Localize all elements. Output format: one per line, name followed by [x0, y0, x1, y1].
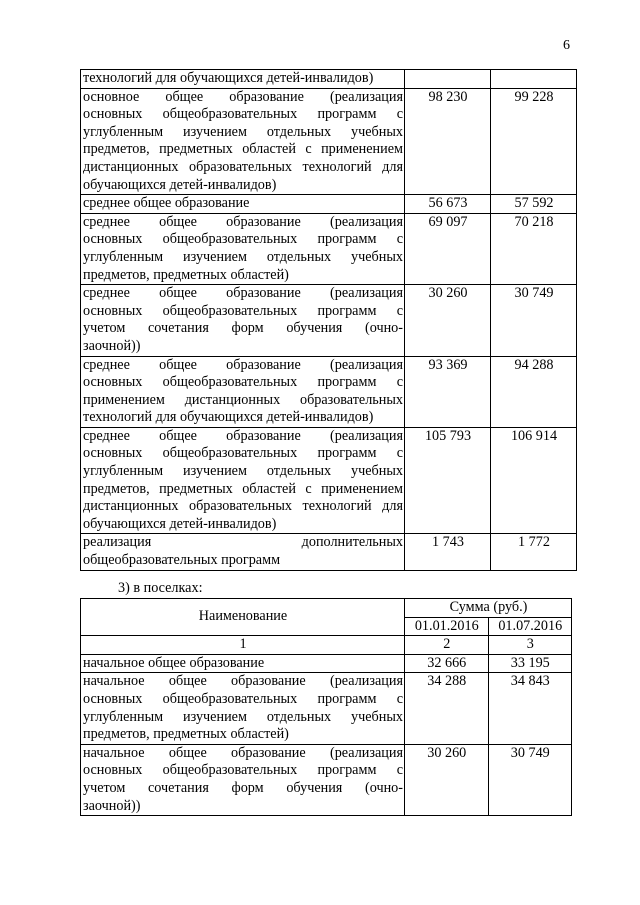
- row-name-line: обучающихся детей-инвалидов): [83, 176, 277, 193]
- column-header-name: Наименование: [81, 599, 405, 636]
- row-name-line: начальное общее образование (реализация: [83, 673, 403, 690]
- value-date-2: 1 772: [491, 534, 577, 570]
- value-date-2: 94 288: [491, 356, 577, 427]
- value-date-2: 30 749: [491, 285, 577, 356]
- rates-table-settlements: [80, 598, 572, 816]
- row-name-cell: [81, 285, 405, 356]
- table-row: [81, 195, 577, 214]
- value-date-2: 106 914: [491, 427, 577, 534]
- column-header-date-1: 01.01.2016: [405, 617, 489, 636]
- row-name-cell: [81, 88, 405, 195]
- table-row: [81, 534, 577, 570]
- value-date-2: 70 218: [491, 213, 577, 284]
- row-name-cell: [81, 534, 405, 570]
- row-name-line: реализация дополнительных: [83, 534, 403, 551]
- value-date-2: 30 749: [488, 744, 572, 815]
- value-date-1: 98 230: [405, 88, 491, 195]
- table-row: [81, 744, 572, 815]
- column-header-sum: Сумма (руб.): [405, 599, 572, 618]
- row-name-cell: [81, 213, 405, 284]
- value-date-2: [491, 70, 577, 89]
- row-name-cell: [81, 195, 405, 214]
- value-date-1: 1 743: [405, 534, 491, 570]
- row-name-line: начальное общее образование (реализация: [83, 744, 403, 761]
- value-date-2: 99 228: [491, 88, 577, 195]
- table-row: [81, 427, 577, 534]
- row-name-line: учетом сочетания форм обучения (очно-: [83, 779, 403, 796]
- table-row: [81, 673, 572, 744]
- column-number-1: 1: [81, 636, 405, 655]
- rates-table-continued: [80, 69, 577, 571]
- column-header-date-2: 01.07.2016: [488, 617, 572, 636]
- table-row: [81, 70, 577, 89]
- row-name-line: предметов, предметных областей): [83, 726, 289, 743]
- table-row: [81, 88, 577, 195]
- row-name-line: технологий для обучающихся детей-инвалидов): [83, 409, 374, 426]
- row-name-line: основных общеобразовательных программ с: [83, 762, 403, 779]
- table-row: [81, 213, 577, 284]
- value-date-1: 32 666: [405, 654, 489, 673]
- row-name-line: технологий для обучающихся детей-инвалидов): [83, 70, 374, 86]
- row-name-line: учетом сочетания форм обучения (очно-: [83, 320, 403, 337]
- table-header-row: [81, 599, 572, 618]
- row-name-line: основных общеобразовательных программ с: [83, 374, 403, 391]
- row-name-line: заочной)): [83, 797, 141, 814]
- row-name-line: основных общеобразовательных программ с: [83, 231, 403, 248]
- row-name-line: углубленным изучением отдельных учебных: [83, 463, 403, 480]
- value-date-1: 30 260: [405, 285, 491, 356]
- page-number: 6: [563, 38, 570, 53]
- table-row: [81, 356, 577, 427]
- row-name-line: начальное общее образование: [83, 654, 265, 671]
- value-date-1: 105 793: [405, 427, 491, 534]
- column-numbers-row: [81, 636, 572, 655]
- value-date-2: 57 592: [491, 195, 577, 214]
- row-name-line: предметов, предметных областей с применением: [83, 480, 403, 497]
- row-name-line: заочной)): [83, 337, 141, 354]
- row-name-line: углубленным изучением отдельных учебных: [83, 123, 403, 140]
- row-name-line: среднее общее образование: [83, 195, 250, 212]
- row-name-line: дистанционных образовательных технологий для: [83, 498, 403, 515]
- row-name-line: основных общеобразовательных программ с: [83, 690, 403, 707]
- row-name-cell: [81, 744, 405, 815]
- row-name-line: предметов, предметных областей с применением: [83, 141, 403, 158]
- row-name-cell: [81, 356, 405, 427]
- row-name-line: среднее общее образование (реализация: [83, 285, 403, 302]
- row-name-line: дистанционных образовательных технологий для: [83, 158, 403, 175]
- row-name-line: среднее общее образование (реализация: [83, 427, 403, 444]
- row-name-line: среднее общее образование (реализация: [83, 213, 403, 230]
- value-date-1: 93 369: [405, 356, 491, 427]
- value-date-2: 33 195: [488, 654, 572, 673]
- row-name-cell: [81, 673, 405, 744]
- row-name-cell: [81, 70, 405, 89]
- row-name-line: среднее общее образование (реализация: [83, 356, 403, 373]
- table-row: [81, 654, 572, 673]
- value-date-1: 34 288: [405, 673, 489, 744]
- row-name-line: основных общеобразовательных программ с: [83, 106, 403, 123]
- row-name-cell: [81, 427, 405, 534]
- table-row: [81, 285, 577, 356]
- row-name-line: углубленным изучением отдельных учебных: [83, 248, 403, 265]
- row-name-line: обучающихся детей-инвалидов): [83, 515, 277, 532]
- row-name-line: общеобразовательных программ: [83, 552, 281, 569]
- row-name-line: углубленным изучением отдельных учебных: [83, 708, 403, 725]
- row-name-line: основных общеобразовательных программ с: [83, 445, 403, 462]
- section-3-intro: 3) в поселках:: [118, 580, 203, 596]
- row-name-line: применением дистанционных образовательных: [83, 391, 403, 408]
- value-date-1: 56 673: [405, 195, 491, 214]
- column-number-2: 2: [405, 636, 489, 655]
- row-name-line: предметов, предметных областей): [83, 266, 289, 283]
- value-date-1: 30 260: [405, 744, 489, 815]
- column-number-3: 3: [488, 636, 572, 655]
- row-name-line: основное общее образование (реализация: [83, 88, 403, 105]
- row-name-cell: [81, 654, 405, 673]
- value-date-1: [405, 70, 491, 89]
- value-date-2: 34 843: [488, 673, 572, 744]
- value-date-1: 69 097: [405, 213, 491, 284]
- row-name-line: основных общеобразовательных программ с: [83, 302, 403, 319]
